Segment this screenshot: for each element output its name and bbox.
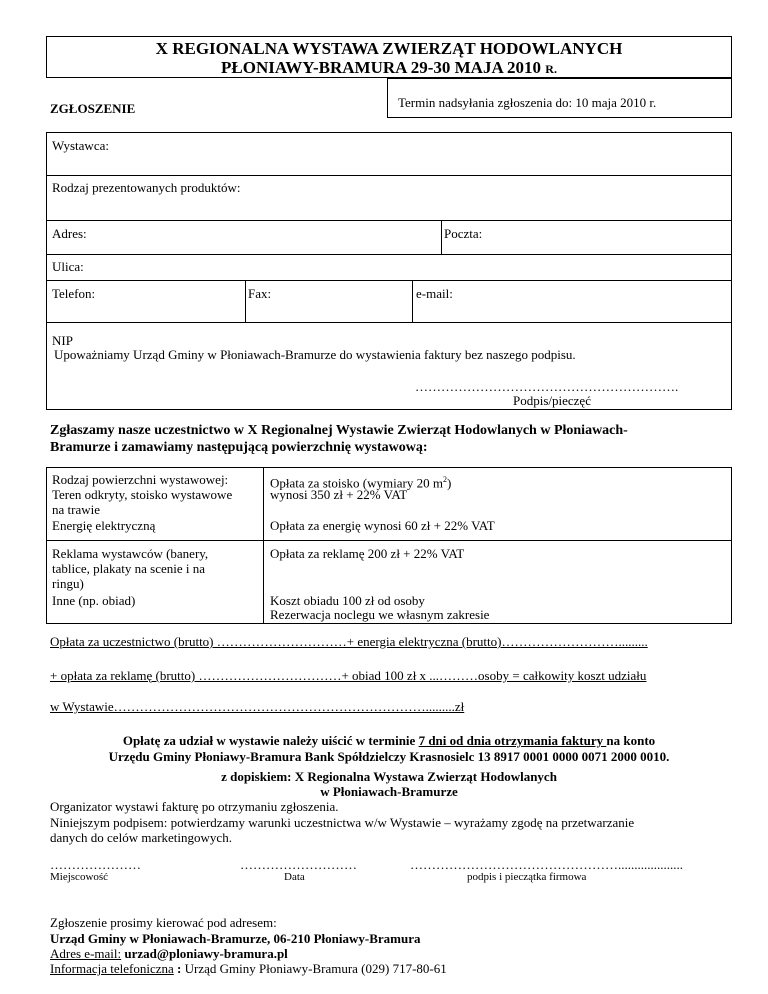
advertising-label-1: Reklama wystawców (banery, [52, 546, 209, 561]
energy-fee: Opłata za energię wynosi 60 zł + 22% VAT [270, 518, 495, 533]
header-title-suffix: R. [545, 62, 557, 76]
pricing-table [46, 467, 732, 624]
divider [47, 175, 731, 176]
payment-line1 [46, 733, 732, 748]
divider [441, 220, 442, 254]
divider [47, 220, 731, 221]
totals-line3: w Wystawie……………………………………………………………….........zł [50, 699, 465, 714]
phone-separator: : [173, 961, 185, 976]
stand-fee-paren: ) [446, 475, 452, 491]
energy-row-label: Energię elektryczną [52, 518, 156, 533]
exhibitor-form [46, 132, 732, 410]
stand-fee-text: Opłata za stoisko (wymiary 20 m [270, 475, 443, 491]
products-label: Rodzaj prezentowanych produktów: [52, 180, 241, 195]
address-label: Adres: [52, 226, 87, 241]
stand-fee-amount: wynosi 350 zł + 22% VAT [270, 487, 408, 502]
surface-type-label: Rodzaj powierzchni wystawowej: [52, 472, 229, 487]
phone-value: Urząd Gminy Płoniawy-Bramura (029) 717-80-61 [184, 961, 447, 976]
deadline-box [387, 78, 732, 118]
header-title-box [46, 36, 732, 78]
nip-label: NIP [52, 333, 73, 348]
payment-text-a: Opłatę za udział w wystawie należy uiścić w terminie [122, 733, 419, 748]
signature-dots: ……………………………………………………. [415, 379, 679, 394]
surface-type-row [52, 472, 260, 517]
company-signature-label: podpis i pieczątka firmowa [467, 871, 587, 883]
form-title: ZGŁOSZENIE [50, 101, 136, 116]
contact-phone-row [50, 961, 447, 976]
exhibitor-label: Wystawca: [52, 138, 109, 153]
place-label: Miejscowość [50, 871, 109, 883]
divider [245, 280, 246, 322]
header-title-line1: X REGIONALNA WYSTAWA ZWIERZĄT HODOWLANYCH [155, 39, 623, 58]
signature-label: Podpis/pieczęć [513, 393, 591, 408]
divider [47, 540, 731, 541]
signature-dots-line: ………………………………………….................... [410, 857, 683, 872]
consent-note-cont: danych do celów marketingowych. [50, 830, 232, 845]
divider [47, 280, 731, 281]
phone-label: Telefon: [52, 286, 96, 301]
surface-type-value: Teren odkryty, stoisko wystawowe [52, 487, 233, 502]
divider [47, 322, 731, 323]
contact-email-row [50, 946, 288, 961]
ad-fee: Opłata za reklamę 200 zł + 22% VAT [270, 546, 465, 561]
post-label: Poczta: [444, 226, 483, 241]
advertising-label-2: tablice, plakaty na scenie i na [52, 561, 206, 576]
email-label: e-mail: [416, 286, 453, 301]
deadline-text: Termin nadsyłania zgłoszenia do: 10 maja 2010 r. [398, 95, 657, 110]
divider [47, 254, 731, 255]
totals-line1: Opłata za uczestnictwo (brutto) …………………………+ energia elektryczna (brutto)………………………......... [50, 634, 648, 649]
street-label: Ulica: [52, 259, 84, 274]
dinner-cost: Koszt obiadu 100 zł od osoby [270, 593, 425, 608]
payment-note-2: w Płoniawach-Bramurze [320, 784, 458, 799]
invoice-note: Organizator wystawi fakturę po otrzymaniu zgłoszenia. [50, 799, 339, 814]
accommodation-note: Rezerwacja noclegu we własnym zakresie [270, 607, 490, 622]
declaration-line1: Zgłaszamy nasze uczestnictwo w X Regionalnej Wystawie Zwierząt Hodowlanych w Płoniawach- [50, 423, 628, 438]
surface-type-value-cont: na trawie [52, 502, 101, 517]
divider [412, 280, 413, 322]
date-label: Data [284, 871, 305, 883]
payment-deadline: 7 dni od dnia otrzymania faktury [418, 733, 607, 748]
date-dots: ……………………… [240, 857, 357, 872]
advertising-label-3: ringu) [52, 576, 84, 591]
bank-account: Urzędu Gminy Płoniawy-Bramura Bank Spółdzielczy Krasnosielc 13 8917 0001 0000 0071 2000 0010. [108, 749, 670, 764]
contact-intro: Zgłoszenie prosimy kierować pod adresem: [50, 915, 277, 930]
consent-note: Niniejszym podpisem: potwierdzamy warunki uczestnictwa w/w Wystawie – wyrażamy zgodę na przetwarzanie [50, 815, 635, 830]
declaration-line2: Bramurze i zamawiamy następującą powierzchnię wystawową: [50, 440, 428, 455]
totals-line2: + opłata za reklamę (brutto) ……………………………+ obiad 100 zł x ...………osoby = całkowity koszt udziału [50, 668, 647, 683]
contact-address: Urząd Gminy w Płoniawach-Bramurze, 06-210 Płoniawy-Bramura [50, 931, 421, 946]
fax-label: Fax: [248, 286, 272, 301]
email-link[interactable]: urzad@ploniawy-bramura.pl [124, 946, 288, 961]
other-row-label: Inne (np. obiad) [52, 593, 136, 608]
divider [263, 468, 264, 623]
payment-note-1: z dopiskiem: X Regionalna Wystawa Zwierząt Hodowlanych [221, 769, 557, 784]
header-title-line2 [47, 58, 731, 79]
authorization-text: Upoważniamy Urząd Gminy w Płoniawach-Bramurze do wystawienia faktury bez naszego podpisu. [54, 347, 576, 362]
payment-text-c: na konto [606, 733, 656, 748]
place-dots: ………………… [50, 857, 141, 872]
phone-label: Informacja telefoniczna [50, 961, 174, 976]
header-title-date: PŁONIAWY-BRAMURA 29-30 MAJA 2010 [221, 58, 542, 77]
email-label: Adres e-mail: [50, 946, 122, 961]
advertising-row [52, 546, 260, 591]
stand-fee-sup: 2 [442, 475, 447, 484]
